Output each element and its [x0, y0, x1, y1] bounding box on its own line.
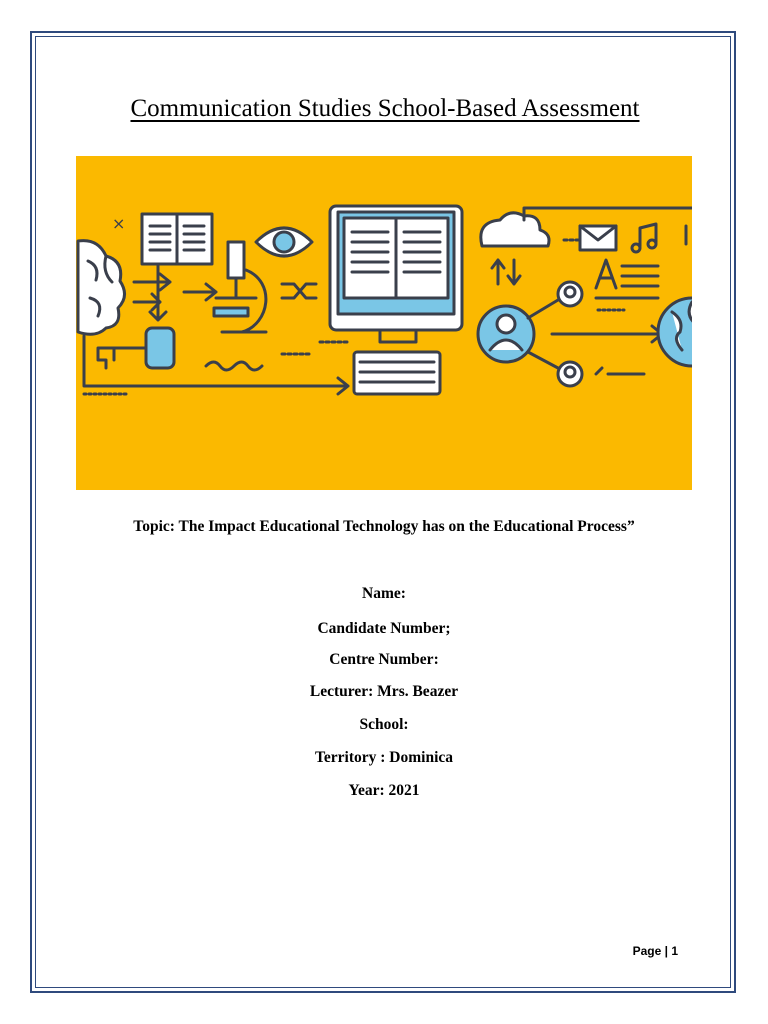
education-technology-banner [76, 156, 692, 490]
name-field: Name: [362, 585, 406, 602]
candidate-number-field: Candidate Number; [317, 620, 451, 637]
year-field: Year: 2021 [348, 782, 420, 799]
keyboard-icon [354, 352, 440, 394]
page-number: Page | 1 [632, 944, 678, 958]
lecturer-field: Lecturer: Mrs. Beazer [309, 683, 459, 700]
school-field: School: [359, 716, 409, 733]
svg-text:×: × [112, 214, 126, 233]
centre-number-field: Centre Number: [329, 651, 439, 668]
document-title: Communication Studies School-Based Assessment [130, 95, 640, 122]
computer-icon [330, 206, 462, 342]
book-icon [142, 214, 212, 264]
document-topic: Topic: The Impact Educational Technology has on the Educational Process” [133, 518, 635, 535]
territory-field: Territory : Dominica [314, 749, 454, 766]
